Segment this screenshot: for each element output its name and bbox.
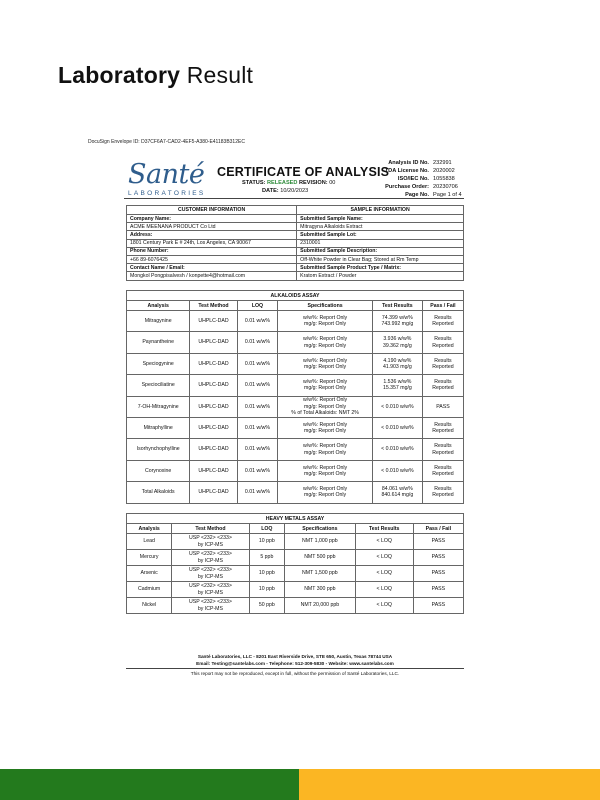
method-cell bbox=[172, 598, 249, 614]
certificate-date bbox=[262, 188, 308, 194]
pass-fail-cell: PASS bbox=[413, 598, 463, 614]
pass-fail-cell: PASS bbox=[413, 550, 463, 566]
pass-fail-cell-line: Reported bbox=[432, 449, 454, 456]
loq-cell: 0.01 w/w% bbox=[237, 482, 278, 503]
analysis-cell: Mitragynine bbox=[127, 311, 190, 332]
column-header: Analysis bbox=[127, 524, 172, 534]
loq-cell: 0.01 w/w% bbox=[237, 353, 278, 374]
spec-cell-line: mg/g: Report Only bbox=[304, 470, 347, 477]
customer-cell: Phone Number: bbox=[127, 247, 297, 255]
analysis-cell: Arsenic bbox=[127, 566, 172, 582]
customer-cell: Mongkol Pongpisalvesh / konpette4@hotmail.com bbox=[127, 272, 297, 280]
spec-cell: NMT 300 ppb bbox=[285, 582, 356, 598]
result-cell-line: 1.536 w/w% bbox=[383, 378, 412, 385]
result-cell-line: 3.936 w/w% bbox=[383, 336, 412, 343]
info-table bbox=[126, 205, 464, 281]
footer bbox=[126, 653, 464, 677]
method-cell-line: USP <232> <233> bbox=[188, 599, 232, 606]
method-cell: UHPLC-DAD bbox=[190, 460, 237, 481]
table-row bbox=[127, 332, 464, 353]
sample-cell: Submitted Sample Product Type / Matrix: bbox=[297, 264, 464, 272]
analysis-cell: Total Alkaloids bbox=[127, 482, 190, 503]
id-label: ISO/IEC No. bbox=[397, 176, 429, 182]
sample-cell: 2310001 bbox=[297, 239, 464, 247]
status-label: STATUS: bbox=[242, 180, 266, 186]
method-cell bbox=[172, 534, 249, 550]
id-value: 1055838 bbox=[433, 176, 455, 182]
certificate-status bbox=[242, 180, 335, 186]
info-row bbox=[127, 215, 464, 223]
method-cell: UHPLC-DAD bbox=[190, 439, 237, 460]
method-cell bbox=[172, 550, 249, 566]
spec-cell-line: w/w%: Report Only bbox=[303, 397, 348, 404]
result-cell: < LOQ bbox=[355, 598, 413, 614]
customer-cell: 1801 Century Park E # 24th, Los Angeles, CA 90067 bbox=[127, 239, 297, 247]
spec-cell: NMT 20,000 ppb bbox=[285, 598, 356, 614]
pass-fail-cell bbox=[422, 332, 463, 353]
spec-cell-line: mg/g: Report Only bbox=[304, 363, 347, 370]
spec-cell-line: w/w%: Report Only bbox=[303, 485, 348, 492]
table-row bbox=[127, 566, 464, 582]
id-label: Purchase Order: bbox=[385, 184, 429, 190]
spec-cell-line: mg/g: Report Only bbox=[304, 492, 347, 499]
analysis-cell: Mercury bbox=[127, 550, 172, 566]
pass-fail-cell-line: Results bbox=[434, 443, 452, 450]
spec-cell-line: w/w%: Report Only bbox=[303, 443, 348, 450]
analysis-cell: Cadmium bbox=[127, 582, 172, 598]
analysis-cell: Nickel bbox=[127, 598, 172, 614]
result-cell bbox=[372, 353, 422, 374]
table-row bbox=[127, 550, 464, 566]
method-cell bbox=[172, 566, 249, 582]
revision-label: REVISION: bbox=[299, 180, 328, 186]
envelope-id: DocuSign Envelope ID: D37CF6A7-CAD2-4EF5-A380-E41183B312EC bbox=[88, 139, 245, 145]
revision-value: 00 bbox=[329, 180, 336, 186]
spec-cell bbox=[278, 482, 373, 503]
method-cell-line: USP <232> <233> bbox=[188, 567, 232, 574]
sample-cell: Off-White Powder in Clear Bag; Stored at Rm Temp bbox=[297, 255, 464, 263]
loq-cell: 50 ppb bbox=[249, 598, 284, 614]
table-row bbox=[127, 439, 464, 460]
loq-cell: 10 ppb bbox=[249, 534, 284, 550]
metals-title: HEAVY METALS ASSAY bbox=[127, 514, 464, 524]
column-header: Pass / Fail bbox=[413, 524, 463, 534]
info-row bbox=[127, 255, 464, 263]
pass-fail-cell-line: Reported bbox=[432, 492, 454, 499]
spec-cell-line: w/w%: Report Only bbox=[303, 378, 348, 385]
yellow-footer-bar bbox=[299, 769, 600, 800]
column-header: Test Method bbox=[190, 301, 237, 311]
result-cell-line: < 0.010 w/w% bbox=[381, 403, 414, 410]
spec-cell-line: w/w%: Report Only bbox=[303, 357, 348, 364]
method-cell-line: by ICP-MS bbox=[197, 589, 223, 596]
pass-fail-cell: PASS bbox=[413, 566, 463, 582]
table-row bbox=[127, 598, 464, 614]
table-row bbox=[127, 353, 464, 374]
result-cell-line: < 0.010 w/w% bbox=[381, 446, 414, 453]
column-header: Specifications bbox=[278, 301, 373, 311]
analysis-cell: Speciogynine bbox=[127, 353, 190, 374]
info-row bbox=[127, 247, 464, 255]
result-cell bbox=[372, 460, 422, 481]
spec-cell: NMT 1,000 ppb bbox=[285, 534, 356, 550]
id-value: 20230706 bbox=[433, 184, 458, 190]
method-cell: UHPLC-DAD bbox=[190, 311, 237, 332]
method-cell-line: by ICP-MS bbox=[197, 541, 223, 548]
pass-fail-cell-line: Results bbox=[434, 421, 452, 428]
column-header: Test Method bbox=[172, 524, 249, 534]
pass-fail-cell-line: Results bbox=[434, 464, 452, 471]
footer-disclaimer: This report may not be reproduced, except in full, without the permission of Santé Laboratories, LLC. bbox=[190, 671, 400, 676]
table-row bbox=[127, 375, 464, 396]
result-cell: < LOQ bbox=[355, 566, 413, 582]
loq-cell: 10 ppb bbox=[249, 566, 284, 582]
heading-light: Result bbox=[186, 62, 254, 88]
green-footer-bar bbox=[0, 769, 299, 800]
customer-cell: +66 89-6076425 bbox=[127, 255, 297, 263]
table-row bbox=[127, 396, 464, 417]
analysis-cell: Lead bbox=[127, 534, 172, 550]
loq-cell: 5 ppb bbox=[249, 550, 284, 566]
info-row bbox=[127, 231, 464, 239]
heading-bold: Laboratory bbox=[58, 62, 181, 88]
result-cell bbox=[372, 396, 422, 417]
customer-cell: Address: bbox=[127, 231, 297, 239]
pass-fail-cell bbox=[422, 417, 463, 438]
method-cell-line: by ICP-MS bbox=[197, 573, 223, 580]
analysis-cell: Paynantheine bbox=[127, 332, 190, 353]
result-cell bbox=[372, 375, 422, 396]
loq-cell: 0.01 w/w% bbox=[237, 396, 278, 417]
alkaloids-table bbox=[126, 290, 464, 504]
spec-cell-line: w/w%: Report Only bbox=[303, 421, 348, 428]
table-row bbox=[127, 482, 464, 503]
id-row bbox=[372, 175, 471, 183]
result-cell: < LOQ bbox=[355, 550, 413, 566]
pass-fail-cell bbox=[422, 460, 463, 481]
result-cell-line: 39.362 mg/g bbox=[382, 342, 412, 349]
info-row bbox=[127, 264, 464, 272]
header-divider bbox=[124, 198, 464, 199]
id-value: Page 1 of 4 bbox=[433, 192, 462, 198]
logo-word: Santé bbox=[128, 159, 205, 190]
spec-cell-line: mg/g: Report Only bbox=[304, 342, 347, 349]
customer-info-header: CUSTOMER INFORMATION bbox=[127, 206, 297, 215]
method-cell: UHPLC-DAD bbox=[190, 482, 237, 503]
analysis-cell: 7-OH-Mitragynine bbox=[127, 396, 190, 417]
spec-cell-line: mg/g: Report Only bbox=[304, 321, 347, 328]
spec-cell bbox=[278, 460, 373, 481]
info-row bbox=[127, 223, 464, 231]
pass-fail-cell-line: Results bbox=[434, 314, 452, 321]
table-row bbox=[127, 311, 464, 332]
info-row bbox=[127, 272, 464, 280]
page-heading bbox=[58, 62, 253, 89]
result-cell-line: 743.992 mg/g bbox=[381, 321, 414, 328]
result-cell-line: 84.061 w/w% bbox=[381, 485, 413, 492]
result-cell-line: 4.190 w/w% bbox=[383, 357, 412, 364]
result-cell-line: 15.357 mg/g bbox=[382, 385, 412, 392]
loq-cell: 0.01 w/w% bbox=[237, 332, 278, 353]
pass-fail-cell-line: Results bbox=[434, 336, 452, 343]
result-cell bbox=[372, 311, 422, 332]
pass-fail-cell-line: PASS bbox=[436, 403, 450, 410]
sample-cell: Submitted Sample Description: bbox=[297, 247, 464, 255]
column-header: Test Results bbox=[372, 301, 422, 311]
loq-cell: 0.01 w/w% bbox=[237, 460, 278, 481]
spec-cell bbox=[278, 375, 373, 396]
method-cell-line: USP <232> <233> bbox=[188, 535, 232, 542]
pass-fail-cell: PASS bbox=[413, 534, 463, 550]
spec-cell: NMT 500 ppb bbox=[285, 550, 356, 566]
pass-fail-cell-line: Reported bbox=[432, 342, 454, 349]
id-row bbox=[372, 167, 471, 175]
table-row bbox=[127, 582, 464, 598]
sample-cell: Kratom Extract / Powder bbox=[297, 272, 464, 280]
date-label: DATE: bbox=[262, 188, 279, 194]
table-row bbox=[127, 534, 464, 550]
result-cell-line: 74.399 w/w% bbox=[381, 314, 413, 321]
pass-fail-cell bbox=[422, 375, 463, 396]
analysis-cell: Isorhynchophylline bbox=[127, 439, 190, 460]
sante-logo bbox=[128, 161, 210, 197]
spec-cell-line: mg/g: Report Only bbox=[304, 385, 347, 392]
analysis-cell: Corynoxine bbox=[127, 460, 190, 481]
method-cell-line: USP <232> <233> bbox=[188, 551, 232, 558]
column-header: Specifications bbox=[285, 524, 356, 534]
pass-fail-cell-line: Reported bbox=[432, 321, 454, 328]
method-cell: UHPLC-DAD bbox=[190, 353, 237, 374]
result-cell-line: < 0.010 w/w% bbox=[381, 424, 414, 431]
result-cell bbox=[372, 439, 422, 460]
pass-fail-cell bbox=[422, 482, 463, 503]
id-label: TDA License No. bbox=[384, 168, 429, 174]
id-label: Page No. bbox=[405, 192, 429, 198]
spec-cell bbox=[278, 396, 373, 417]
loq-cell: 10 ppb bbox=[249, 582, 284, 598]
spec-cell-line: w/w%: Report Only bbox=[303, 314, 348, 321]
pass-fail-cell-line: Results bbox=[434, 378, 452, 385]
method-cell-line: by ICP-MS bbox=[197, 557, 223, 564]
method-cell: UHPLC-DAD bbox=[190, 375, 237, 396]
method-cell: UHPLC-DAD bbox=[190, 396, 237, 417]
spec-cell-line: mg/g: Report Only bbox=[304, 449, 347, 456]
analysis-cell: Mitraphylline bbox=[127, 417, 190, 438]
column-header: Analysis bbox=[127, 301, 190, 311]
result-cell bbox=[372, 417, 422, 438]
date-value: 10/20/2023 bbox=[280, 188, 309, 194]
loq-cell: 0.01 w/w% bbox=[237, 375, 278, 396]
spec-cell-line: mg/g: Report Only bbox=[304, 428, 347, 435]
loq-cell: 0.01 w/w% bbox=[237, 439, 278, 460]
logo-sub: LABORATORIES bbox=[128, 190, 206, 197]
analysis-cell: Speciociliatine bbox=[127, 375, 190, 396]
result-cell: < LOQ bbox=[355, 582, 413, 598]
spec-cell-line: w/w%: Report Only bbox=[303, 336, 348, 343]
spec-cell bbox=[278, 311, 373, 332]
pass-fail-cell bbox=[422, 439, 463, 460]
id-row bbox=[372, 159, 471, 167]
method-cell bbox=[172, 582, 249, 598]
result-cell-line: < 0.010 w/w% bbox=[381, 467, 414, 474]
pass-fail-cell-line: Reported bbox=[432, 470, 454, 477]
pass-fail-cell-line: Results bbox=[434, 485, 452, 492]
info-row bbox=[127, 239, 464, 247]
result-cell-line: 41.903 mg/g bbox=[382, 363, 412, 370]
pass-fail-cell bbox=[422, 353, 463, 374]
result-cell bbox=[372, 482, 422, 503]
spec-cell-line: % of Total Alkaloids: NMT 2% bbox=[291, 409, 359, 416]
method-cell-line: by ICP-MS bbox=[197, 605, 223, 612]
footer-contact: Email: Testing@santelabs.com - Telephone: 512-309-5830 - Website: www.santelabs.com bbox=[196, 661, 394, 666]
spec-cell bbox=[278, 332, 373, 353]
loq-cell: 0.01 w/w% bbox=[237, 417, 278, 438]
method-cell: UHPLC-DAD bbox=[190, 417, 237, 438]
method-cell: UHPLC-DAD bbox=[190, 332, 237, 353]
footer-divider bbox=[126, 668, 464, 669]
spec-cell: NMT 1,500 ppb bbox=[285, 566, 356, 582]
heavy-metals-table bbox=[126, 513, 464, 614]
pass-fail-cell-line: Reported bbox=[432, 385, 454, 392]
column-header: Test Results bbox=[355, 524, 413, 534]
status-value: RELEASED bbox=[266, 180, 298, 186]
result-cell: < LOQ bbox=[355, 534, 413, 550]
sample-cell: Submitted Sample Lot: bbox=[297, 231, 464, 239]
sample-info-header: SAMPLE INFORMATION bbox=[297, 206, 464, 215]
table-row bbox=[127, 460, 464, 481]
pass-fail-cell: PASS bbox=[413, 582, 463, 598]
column-header: LOQ bbox=[237, 301, 278, 311]
sample-cell: Mitragyna Alkaloids Extract bbox=[297, 223, 464, 231]
spec-cell bbox=[278, 353, 373, 374]
pass-fail-cell-line: Reported bbox=[432, 363, 454, 370]
id-row bbox=[372, 183, 471, 191]
spec-cell bbox=[278, 417, 373, 438]
spec-cell bbox=[278, 439, 373, 460]
pass-fail-cell bbox=[422, 396, 463, 417]
column-header: Pass / Fail bbox=[422, 301, 463, 311]
pass-fail-cell-line: Results bbox=[434, 357, 452, 364]
sample-cell: Submitted Sample Name: bbox=[297, 215, 464, 223]
pass-fail-cell bbox=[422, 311, 463, 332]
loq-cell: 0.01 w/w% bbox=[237, 311, 278, 332]
certificate-document bbox=[86, 135, 476, 680]
pass-fail-cell-line: Reported bbox=[432, 428, 454, 435]
footer-address: Santé Laboratories, LLC - 8201 East Riverside Drive, STE 650, Austin, Texas 78744 USA bbox=[197, 654, 393, 659]
customer-cell: Contact Name / Email: bbox=[127, 264, 297, 272]
column-header: LOQ bbox=[249, 524, 284, 534]
result-cell-line: 840.614 mg/g bbox=[381, 492, 414, 499]
result-cell bbox=[372, 332, 422, 353]
id-value: 2020002 bbox=[433, 168, 455, 174]
customer-cell: ACME MEENANA PRODUCT Co Ltd bbox=[127, 223, 297, 231]
alkaloids-title: ALKALOIDS ASSAY bbox=[127, 291, 464, 301]
id-label: Analysis ID No. bbox=[388, 160, 429, 166]
customer-cell: Company Name: bbox=[127, 215, 297, 223]
spec-cell-line: w/w%: Report Only bbox=[303, 464, 348, 471]
table-row bbox=[127, 417, 464, 438]
spec-cell-line: mg/g: Report Only bbox=[304, 403, 347, 410]
method-cell-line: USP <232> <233> bbox=[188, 583, 232, 590]
id-block bbox=[372, 159, 471, 199]
id-value: 232991 bbox=[433, 160, 452, 166]
certificate-title: CERTIFICATE OF ANALYSIS bbox=[217, 165, 390, 179]
